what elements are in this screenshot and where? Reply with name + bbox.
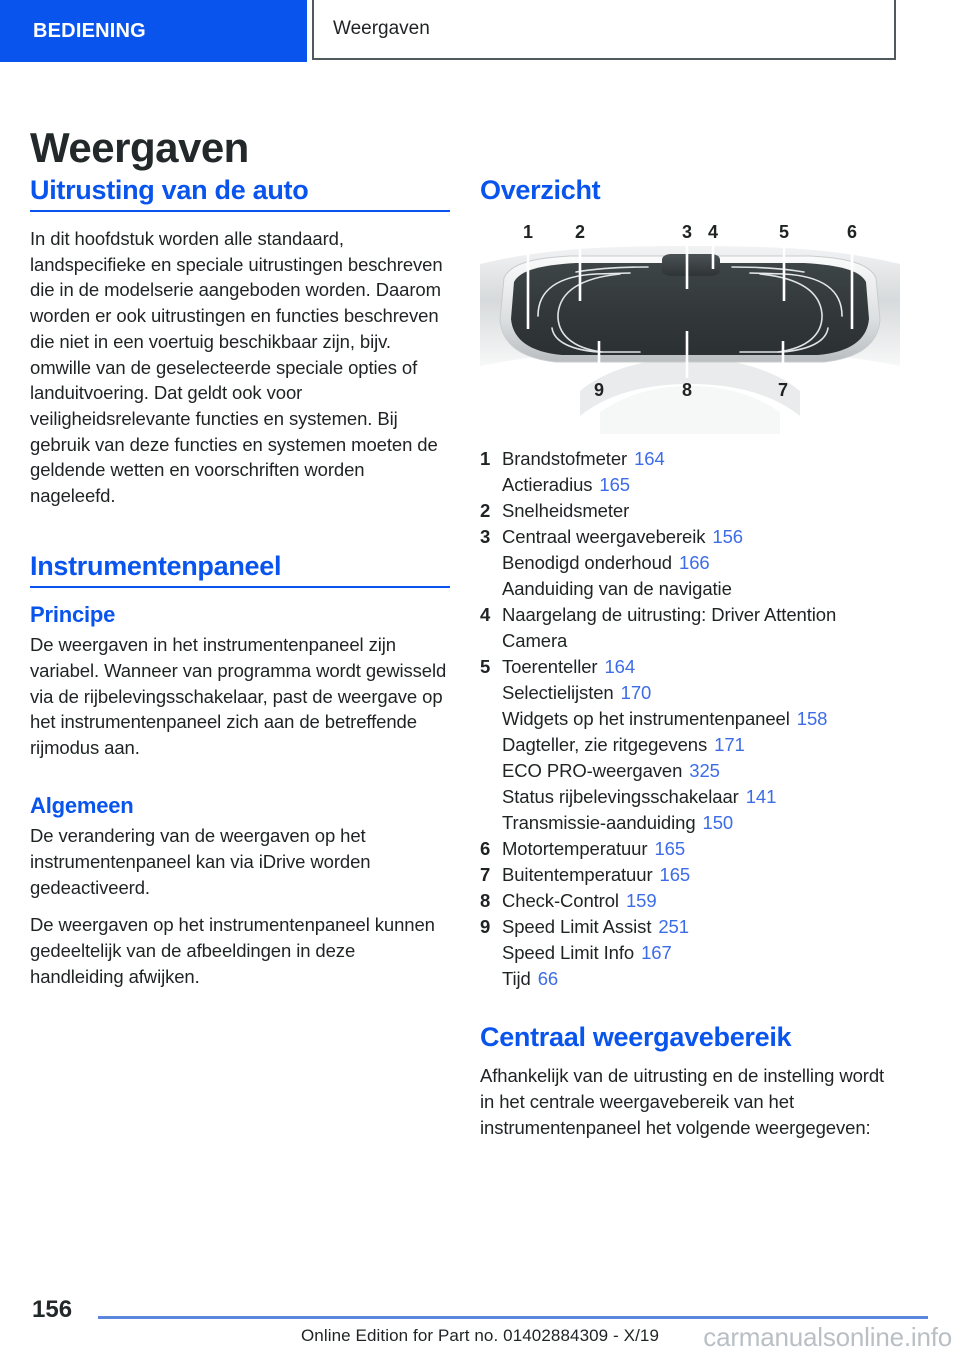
heading-algemeen: Algemeen (30, 792, 134, 818)
legend-item-label: Benodigd onderhoud (502, 552, 672, 574)
footer-rule (98, 1316, 928, 1319)
legend-item-number: 4 (480, 604, 491, 626)
legend-subitem (480, 732, 900, 758)
legend-item (480, 524, 900, 550)
legend-item-page-reference[interactable]: 171 (714, 734, 745, 756)
legend-item-number: 7 (480, 864, 491, 886)
heading-centraal-weergavebereik: Centraal weergavebereik (480, 1022, 792, 1053)
callout-1: 1 (522, 222, 534, 243)
paragraph-algemeen-1: De verandering van de weergaven op het instrumentenpaneel kan via iDrive worden gedeactiveerd. (30, 825, 371, 898)
heading-rule (30, 210, 450, 212)
paragraph-centraal-weergavebereik: Afhankelijk van de uitrusting en de instelling wordt in het centrale weergavebereik van het instrumentenpaneel het volgende weergegeven: (480, 1065, 885, 1138)
legend-item-text (502, 732, 900, 758)
header-section-tab[interactable] (312, 0, 896, 60)
legend-item-page-reference[interactable]: 150 (702, 812, 734, 834)
legend-item-text (502, 966, 900, 992)
legend-item-page-reference[interactable]: 165 (599, 474, 630, 496)
callout-3: 3 (681, 222, 693, 243)
legend-item-label: Brandstofmeter (502, 448, 628, 470)
callout-5: 5 (778, 222, 790, 243)
callout-7: 7 (777, 380, 789, 401)
legend-item (480, 654, 900, 680)
legend-item-text (502, 524, 900, 550)
legend-item-label: Widgets op het instrumentenpaneel (502, 708, 790, 730)
legend-item-page-reference[interactable]: 164 (604, 656, 636, 678)
legend-item-page-reference[interactable]: 325 (689, 760, 720, 782)
legend-item (480, 498, 900, 524)
legend-item-page-reference[interactable]: 170 (620, 682, 652, 704)
legend-item-page-reference[interactable]: 165 (659, 864, 691, 886)
page-title: Weergaven (30, 124, 249, 172)
legend-item-label: Speed Limit Assist (502, 916, 652, 938)
legend-item-text (502, 758, 900, 784)
legend-item-label: Snelheidsmeter (502, 500, 630, 522)
watermark-text: carmanualsonline.info (703, 1322, 952, 1352)
heading-rule (30, 586, 450, 588)
spacer (30, 521, 450, 551)
heading-principe: Principe (30, 601, 116, 627)
legend-subitem (480, 680, 900, 706)
legend-item (480, 446, 900, 472)
heading-overzicht: Overzicht (480, 175, 601, 205)
legend-item-number: 5 (480, 656, 491, 678)
legend-item-page-reference[interactable]: 166 (679, 552, 710, 574)
legend-item-page-reference[interactable]: 167 (641, 942, 672, 964)
right-column (480, 175, 900, 1140)
paragraph-principe: De weergaven in het instrumentenpaneel zijn variabel. Wanneer van programma wordt gewisseld via de rijbelevingsschakelaar, past de weergave op het instrumentenpaneel zich aan de betreffende rijmodus aan. (30, 634, 447, 759)
legend-item-text (502, 680, 900, 706)
legend-item-number: 3 (480, 526, 491, 548)
paragraph-uitrusting-intro: In dit hoofdstuk worden alle standaard, landspecifieke en speciale uitrustingen beschreven die in de modelserie aangeboden worden. Daarom worden er ook uitrustingen en functies beschreven die niet in een voertuig beschikbaar zijn, bijv. omwille van de geselecteerde speciale opties of landuitvoering. Dat geldt ook voor veiligheidsrelevante functies en systemen. Bij gebruik van deze functies en systemen moeten de geldende wetten en voorschriften worden nageleefd. (30, 228, 443, 507)
legend-item-text (502, 602, 900, 654)
legend-item-text (502, 940, 900, 966)
header-chapter-label: BEDIENING (33, 19, 146, 42)
legend-item-label: Actieradius (502, 474, 593, 496)
legend-item-text (502, 472, 900, 498)
legend-item-page-reference[interactable]: 141 (745, 786, 777, 808)
footer-edition-text: Online Edition for Part no. 01402884309 - X/19 (300, 1326, 660, 1345)
legend-subitem (480, 550, 900, 576)
legend-item-number: 9 (480, 916, 491, 938)
heading-uitrusting-van-de-auto: Uitrusting van de auto (30, 175, 309, 205)
legend-item-label: Toerenteller (502, 656, 598, 678)
spacer (30, 773, 450, 793)
legend-subitem (480, 576, 900, 602)
page-footer (0, 1292, 960, 1362)
legend-item-label: Status rijbelevingsschakelaar (502, 786, 739, 808)
legend-subitem (480, 966, 900, 992)
callout-8: 8 (681, 380, 693, 401)
legend-item-label: Naargelang de uitrusting: Driver Attention Camera (502, 604, 837, 652)
legend-item-label: Motortemperatuur (502, 838, 648, 860)
legend-item-text (502, 498, 900, 524)
legend-item-page-reference[interactable]: 159 (625, 890, 657, 912)
legend-item-label: Centraal weergavebereik (502, 526, 706, 548)
callout-6: 6 (846, 222, 858, 243)
legend-item-page-reference[interactable]: 158 (796, 708, 828, 730)
legend-item-page-reference[interactable]: 164 (634, 448, 665, 470)
legend-item-label: Tijd (502, 968, 531, 990)
legend-item-label: Check-Control (502, 890, 619, 912)
paragraph-algemeen-2: De weergaven op het instrumentenpaneel kunnen gedeeltelijk van de afbeeldingen in deze handleiding afwijken. (30, 914, 435, 987)
legend-subitem (480, 784, 900, 810)
legend-item-text (502, 862, 900, 888)
legend-item-page-reference[interactable]: 165 (654, 838, 686, 860)
legend-item-text (502, 784, 900, 810)
legend-subitem (480, 758, 900, 784)
footer-page-number: 156 (32, 1296, 73, 1323)
legend-item-number: 1 (480, 448, 491, 470)
legend-item-text (502, 888, 900, 914)
legend-item-label: Speed Limit Info (502, 942, 635, 964)
legend-item-number: 8 (480, 890, 491, 912)
callout-4: 4 (707, 222, 719, 243)
legend-item-text (502, 810, 900, 836)
legend-item (480, 914, 900, 940)
legend-item-text (502, 914, 900, 940)
header-chapter-tab[interactable] (0, 0, 307, 62)
legend-subitem (480, 940, 900, 966)
left-column (30, 175, 450, 989)
legend-subitem (480, 810, 900, 836)
legend-item-label: Selectielijsten (502, 682, 614, 704)
legend-item-text (502, 446, 900, 472)
legend-subitem (480, 706, 900, 732)
instrument-cluster-figure (480, 216, 900, 434)
legend-item-text (502, 654, 900, 680)
legend-item-page-reference[interactable]: 156 (712, 526, 743, 548)
legend-item-label: ECO PRO-weergaven (502, 760, 683, 782)
legend-item (480, 888, 900, 914)
legend-item-text (502, 550, 900, 576)
legend-item-page-reference[interactable]: 66 (537, 968, 559, 990)
legend-item-label: Dagteller, zie ritgegevens (502, 734, 708, 756)
legend-item-text (502, 706, 900, 732)
legend-item-page-reference[interactable]: 251 (658, 916, 689, 938)
legend-item (480, 836, 900, 862)
legend-item-label: Buitentemperatuur (502, 864, 653, 886)
legend-item (480, 602, 900, 654)
callout-2: 2 (574, 222, 586, 243)
instrument-cluster-illustration (480, 216, 900, 434)
legend-item-number: 2 (480, 500, 491, 522)
callout-9: 9 (593, 380, 605, 401)
legend-item-text (502, 836, 900, 862)
header-section-label: Weergaven (333, 18, 430, 39)
legend-item-number: 6 (480, 838, 491, 860)
legend-item-label: Transmissie-aanduiding (502, 812, 696, 834)
legend-subitem (480, 472, 900, 498)
legend-item (480, 862, 900, 888)
page-header (0, 0, 960, 64)
legend-item-text (502, 576, 900, 602)
spacer (480, 992, 900, 1022)
heading-instrumentenpaneel: Instrumentenpaneel (30, 550, 282, 581)
legend-item-label: Aanduiding van de navigatie (502, 578, 732, 600)
overview-legend-list (480, 446, 900, 992)
